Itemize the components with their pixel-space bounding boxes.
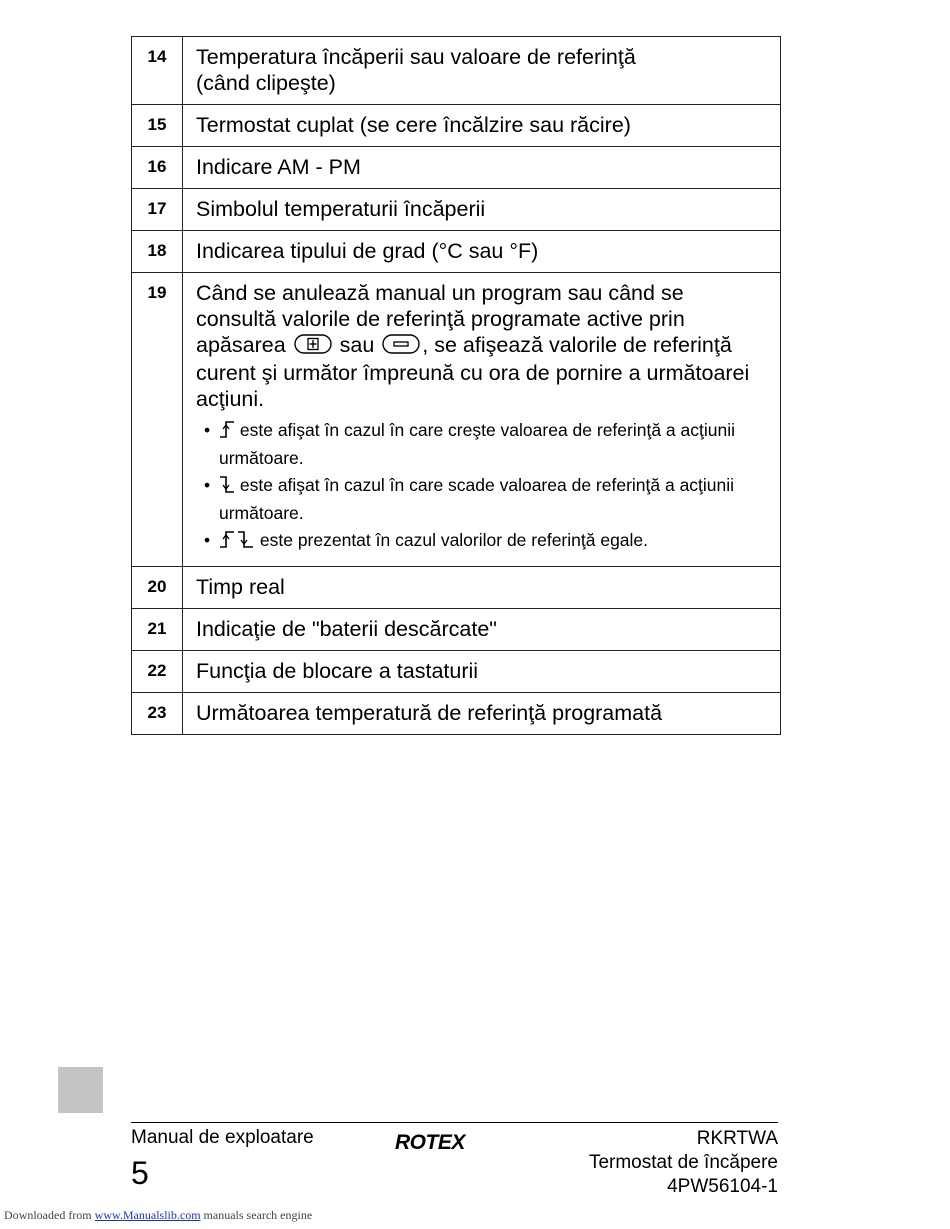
- row-number: 19: [132, 273, 183, 567]
- row-description: [183, 37, 781, 105]
- table-row: [132, 37, 781, 105]
- download-notice: [4, 1208, 312, 1223]
- footer-doc-code: 4PW56104-1: [667, 1176, 778, 1197]
- rotex-logo: [395, 1130, 475, 1157]
- table-row: [132, 189, 781, 231]
- manualslib-link[interactable]: www.Manualslib.com: [94, 1208, 201, 1222]
- footer-product-info: [589, 1127, 778, 1199]
- table-row: [132, 147, 781, 189]
- table-row: [132, 609, 781, 651]
- row-number: 15: [132, 105, 183, 147]
- download-prefix: Downloaded from: [4, 1208, 92, 1222]
- plus-button-icon: [294, 334, 332, 360]
- row-description: Termostat cuplat (se cere încălzire sau răcire): [183, 105, 781, 147]
- row-number: 21: [132, 609, 183, 651]
- footer-manual-title: Manual de exploatare: [131, 1127, 314, 1148]
- row-text-line-2: (când clipeşte): [196, 71, 336, 95]
- table-row: [132, 693, 781, 735]
- list-item: • este afişat în cazul în care creşte valoarea de referinţă a acţiunii următoare.: [204, 420, 736, 468]
- row-text-part-c: , se afişează valorile de referinţă curent şi următor împreună cu ora de pornire a următoarei acţiuni.: [196, 333, 750, 411]
- list-item: • este afişat în cazul în care scade valoarea de referinţă a acţiunii următoare.: [204, 475, 735, 523]
- table-row: [132, 105, 781, 147]
- row-number: 16: [132, 147, 183, 189]
- row-description: Următoarea temperatură de referinţă programată: [183, 693, 781, 735]
- row-number: 20: [132, 567, 183, 609]
- table-row: [132, 651, 781, 693]
- row-description: Funcţia de blocare a tastaturii: [183, 651, 781, 693]
- row-description: Timp real: [183, 567, 781, 609]
- row-description: Simbolul temperaturii încăperii: [183, 189, 781, 231]
- minus-button-icon: [382, 334, 420, 360]
- step-up-down-icon: [219, 529, 255, 556]
- row-text-line-1: Temperatura încăperii sau valoare de referinţă: [196, 45, 636, 69]
- page-number: 5: [131, 1155, 149, 1191]
- row-description: Indicare AM - PM: [183, 147, 781, 189]
- row-number: 22: [132, 651, 183, 693]
- table-row: [132, 231, 781, 273]
- footer-model: RKRTWA: [696, 1128, 778, 1149]
- legend-table: [131, 36, 781, 735]
- bullet-text: este prezentat în cazul valorilor de referinţă egale.: [259, 530, 649, 550]
- footer-product-name: Termostat de încăpere: [588, 1152, 778, 1173]
- row-number: 14: [132, 37, 183, 105]
- row-description: Indicaţie de "baterii descărcate": [183, 609, 781, 651]
- row-description: Indicarea tipului de grad (°C sau °F): [183, 231, 781, 273]
- row-number: 18: [132, 231, 183, 273]
- table-row: [132, 273, 781, 567]
- bullet-text: este afişat în cazul în care scade valoarea de referinţă a acţiunii următoare.: [219, 475, 735, 523]
- table-row: [132, 567, 781, 609]
- row-number: 17: [132, 189, 183, 231]
- step-down-icon: [219, 474, 235, 501]
- bullet-text: este afişat în cazul în care creşte valoarea de referinţă a acţiunii următoare.: [219, 420, 736, 468]
- row-text-part-b: sau: [339, 333, 375, 357]
- bullet-list: [196, 418, 768, 556]
- row-description: [183, 273, 781, 567]
- download-suffix: manuals search engine: [203, 1208, 313, 1222]
- logo-text: ROTEX: [395, 1131, 465, 1152]
- row-text-part-a: Când se anulează manual un program sau când se consultă valorile de referinţă programate active prin apăsarea: [196, 281, 685, 357]
- step-up-icon: [219, 419, 235, 446]
- row-paragraph: [196, 280, 768, 412]
- row-number: 23: [132, 693, 183, 735]
- page-tab-marker: [58, 1067, 103, 1113]
- list-item: • este prezentat în cazul valorilor de referinţă egale.: [196, 528, 768, 556]
- footer-divider: [131, 1122, 778, 1123]
